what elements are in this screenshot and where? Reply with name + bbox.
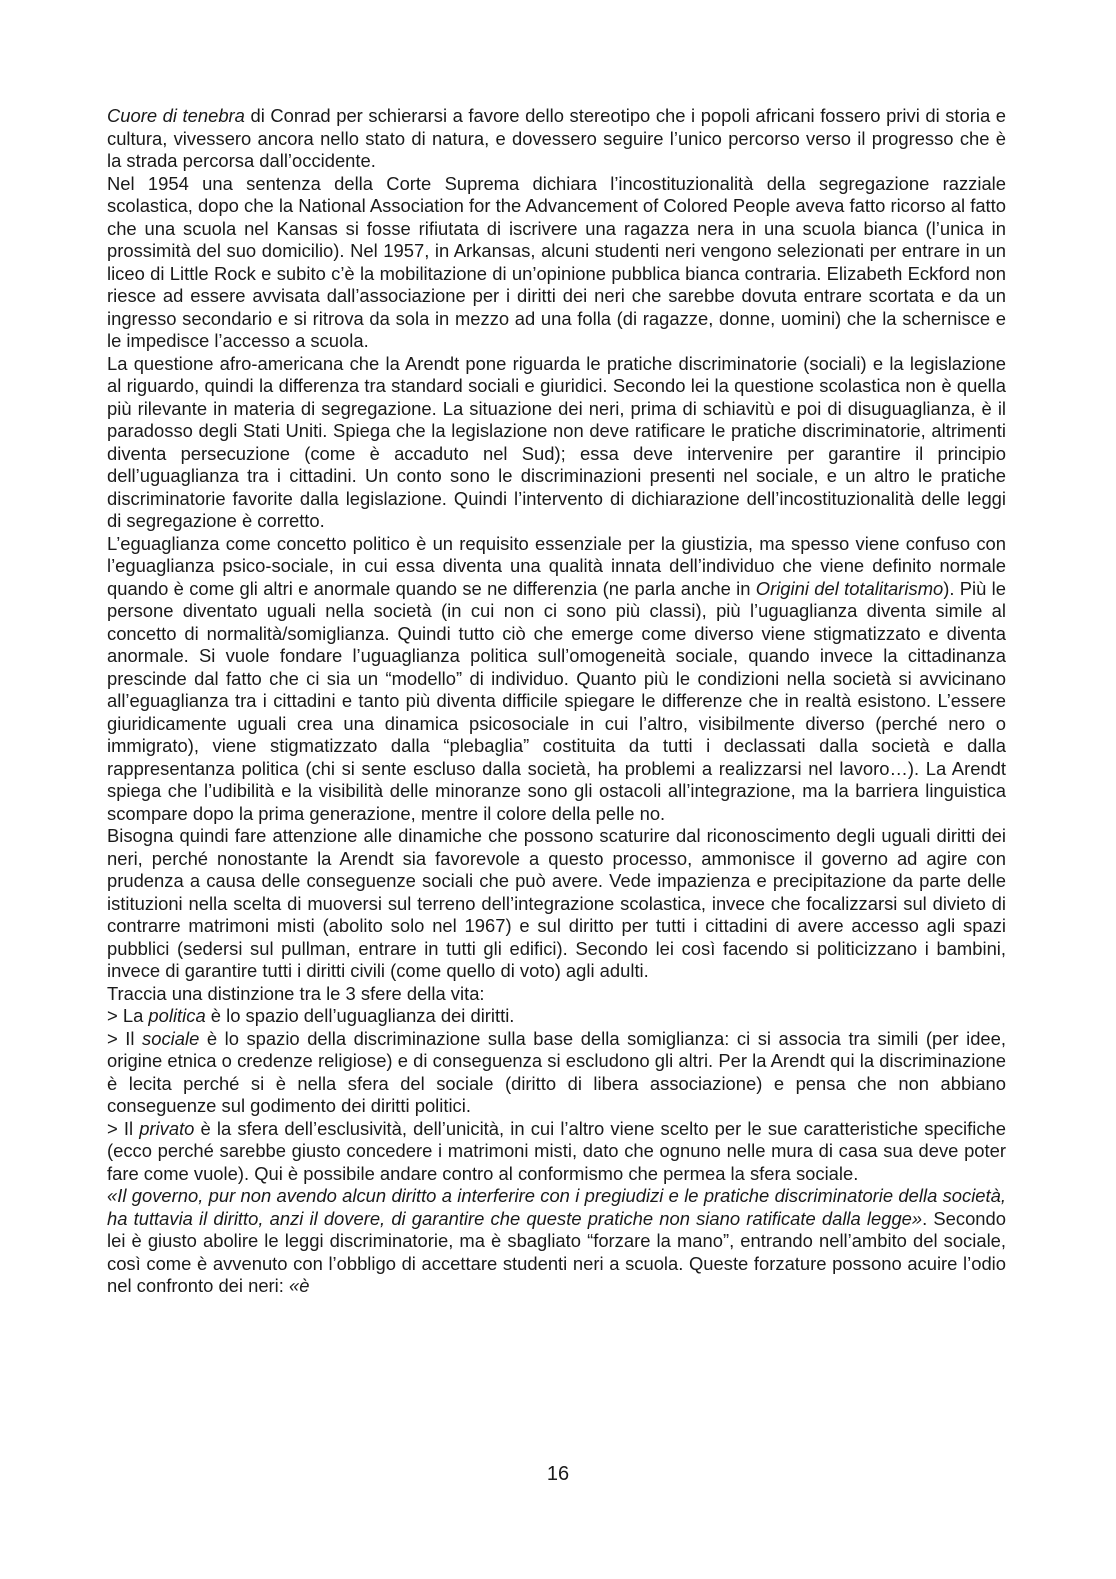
text-span: è la sfera dell’esclusività, dell’unicità, in cui l’altro viene scelto per le sue caratteristiche specifiche (ecco perché sarebbe giusto concedere i matrimoni misti, dato che ognuno nelle mura di casa sua deve poter fare come vuole). Qui è possibile andare contro al conformismo che permea la sfera sociale. (107, 1117, 1006, 1184)
italic-text: «Il governo, pur non avendo alcun diritto a interferire con i pregiudizi e le pratiche discriminatorie della società, ha tuttavia il diritto, anzi il dovere, di garantire che queste pratiche non siano ratificate dalla legge» (107, 1185, 1006, 1229)
paragraph (107, 825, 1006, 983)
text-span: Bisogna quindi fare attenzione alle dinamiche che possono scaturire dal riconoscimento degli uguali diritti dei neri, perché nonostante la Arendt sia favorevole a questo processo, ammonisce il governo ad agire con prudenza a causa delle conseguenze sociali che può avere. Vede impazienza e precipitazione da parte delle istituzioni nella scelta di muoversi sul terreno dell’integrazione scolastica, invece che focalizzarsi sul divieto di contrarre matrimoni misti (abolito solo nel 1967) e sul diritto per tutti i cittadini di avere accesso agli spazi pubblici (sedersi sul pullman, entrare in tutti gli edifici). Secondo lei così facendo si politicizzano i bambini, invece di garantire tutti i diritti civili (come quello di voto) agli adulti. (107, 825, 1006, 981)
text-span: > La (107, 1005, 149, 1026)
text-span: > Il (107, 1117, 140, 1139)
text-span: Traccia una distinzione tra le 3 sfere della vita: (107, 982, 485, 1004)
paragraph (107, 353, 1006, 533)
text-span: . Secondo lei è giusto abolire le leggi discriminatorie, ma è sbagliato “forzare la mano”, entrando nell’ambito del sociale, così come è avvenuto con l’obbligo di accettare studenti neri a scuola. Queste forzature possono acuire l’odio nel confronto dei neri: (107, 1207, 1006, 1296)
paragraph (107, 173, 1006, 353)
paragraph (107, 1028, 1006, 1118)
italic-text: sociale (142, 1027, 200, 1049)
text-span: è lo spazio dell’uguaglianza dei diritti. (205, 1005, 515, 1026)
text-span: ). Più le persone diventato uguali nella società (in cui non ci sono più classi), più l’uguaglianza diventa simile al concetto di normalità/somiglianza. Quindi tutto ciò che emerge come diverso viene stigmatizzato e diventa anormale. Si vuole fondare l’uguaglianza politica sull’omogeneità sociale, quando invece la cittadinanza prescinde dal fatto che ci sia un “modello” di individuo. Quanto più le condizioni nella società si avvicinano all’eguaglianza tra i cittadini e tanto più diventa difficile spiegare le differenze che in realtà esistono. L’essere giuridicamente uguali crea una dinamica psicosociale in cui l’altro, visibilmente diverso (perché nero o immigrato), viene stigmatizzato dalla “plebaglia” costituita da tutti i declassati dalla società e dalla rappresentanza politica (chi si sente escluso dalla società, ha problemi a realizzarsi nel lavoro…). La Arendt spiega che l’udibilità e la visibilità delle minoranze sono gli ostacoli all’integrazione, ma la barriera linguistica scompare dopo la prima generazione, mentre il colore della pelle no. (107, 577, 1006, 824)
paragraph (107, 105, 1006, 173)
italic-text: privato (139, 1117, 195, 1139)
italic-text: «è (288, 1275, 310, 1296)
paragraph (107, 1118, 1006, 1186)
text-span: Nel 1954 una sentenza della Corte Suprema dichiara l’incostituzionalità della segregazione razziale scolastica, dopo che la National Association for the Advancement of Colored People aveva fatto ricorso al fatto che una scuola nel Kansas si fosse rifiutata di iscrivere una ragazza nera in una scuola bianca (l’unica in prossimità del suo domicilio). Nel 1957, in Arkansas, alcuni studenti neri vengono selezionati per entrare in un liceo di Little Rock e subito c’è la mobilitazione di un’opinione pubblica bianca contraria. Elizabeth Eckford non riesce ad essere avvisata dall’associazione per i diritti dei neri che sarebbe dovuta entrare scortata e da un ingresso secondario e si ritrova da sola in mezzo ad una folla (di ragazze, donne, uomini) che la schernisce e le impedisce l’accesso a scuola. (107, 172, 1006, 351)
paragraph (107, 983, 1006, 1006)
paragraph (107, 1005, 1006, 1028)
italic-text: Origini del totalitarismo (755, 577, 944, 599)
text-span: La questione afro-americana che la Arendt pone riguarda le pratiche discriminatorie (sociali) e la legislazione al riguardo, quindi la differenza tra standard sociali e giuridici. Secondo lei la questione scolastica non è quella più rilevante in materia di segregazione. La situazione dei neri, prima di schiavitù e poi di disuguaglianza, è il paradosso degli Stati Uniti. Spiega che la legislazione non deve ratificare le pratiche discriminatorie, altrimenti diventa persecuzione (come è accaduto nel Sud); essa deve intervenire per garantire il principio dell’uguaglianza tra i cittadini. Un conto sono le discriminazioni presenti nel sociale, e un altro le pratiche discriminatorie favorite dalla legislazione. Quindi l’intervento di dichiarazione dell’incostituzionalità delle leggi di segregazione è corretto. (107, 352, 1006, 531)
paragraph (107, 533, 1006, 826)
page-number: 16 (546, 1463, 570, 1485)
page-body-text (107, 105, 1006, 1298)
text-span: L’eguaglianza come concetto politico è un requisito essenziale per la giustizia, ma spesso viene confuso con l’eguaglianza psico-sociale, in cui essa diventa una qualità innata dell’individuo che viene definito normale quando è come gli altri e anormale quando se ne differenzia (ne parla anche in (107, 532, 1006, 599)
text-span: > Il (107, 1027, 143, 1049)
italic-text: Cuore di tenebra (107, 105, 245, 126)
text-span: di Conrad per schierarsi a favore dello stereotipo che i popoli africani fossero privi di storia e cultura, vivessero ancora nello stato di natura, e dovessero seguire l’unico percorso verso il progresso che è la strada percorsa dall’occidente. (107, 105, 1006, 171)
text-span: è lo spazio della discriminazione sulla base della somiglianza: ci si associa tra simili (per idee, origine etnica o credenze religiose) e di conseguenza si escludono gli altri. Per la Arendt qui la discriminazione è lecita perché si è nella sfera del sociale (diritto di libera associazione) e pensa che non abbiano conseguenze sul godimento dei diritti politici. (107, 1027, 1006, 1116)
paragraph (107, 1185, 1006, 1298)
italic-text: politica (148, 1005, 206, 1026)
